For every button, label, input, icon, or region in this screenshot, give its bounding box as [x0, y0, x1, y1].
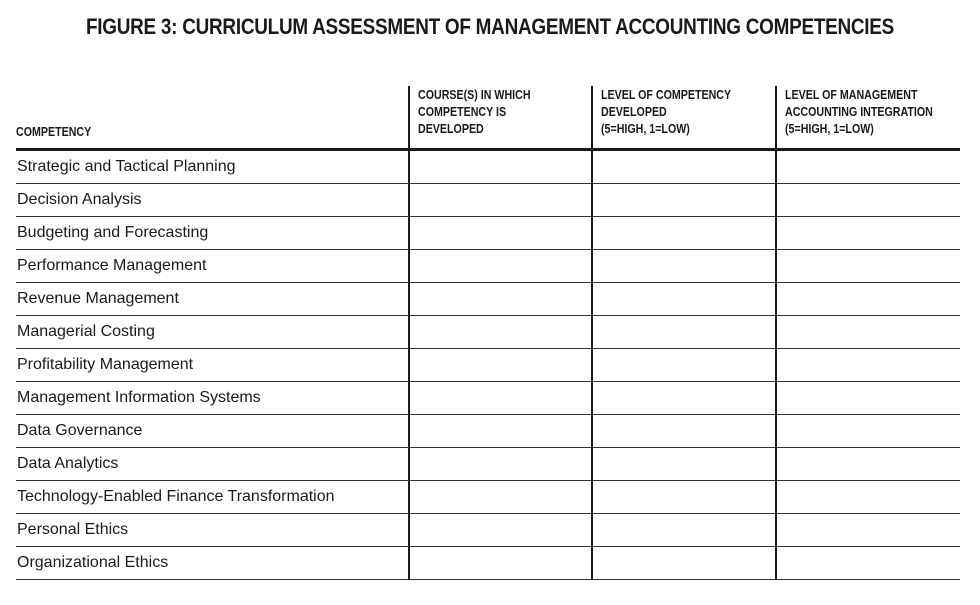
table-body	[16, 150, 960, 580]
level-integration-cell[interactable]	[776, 150, 960, 184]
level-developed-cell[interactable]	[592, 448, 776, 481]
competency-name: Performance Management	[16, 250, 409, 283]
level-integration-cell[interactable]	[776, 184, 960, 217]
level-developed-cell[interactable]	[592, 184, 776, 217]
level-developed-cell[interactable]	[592, 415, 776, 448]
level-developed-cell[interactable]	[592, 283, 776, 316]
table-row	[16, 250, 960, 283]
figure-title: FIGURE 3: CURRICULUM ASSESSMENT OF MANAGEMENT ACCOUNTING COMPETENCIES	[85, 14, 895, 39]
level-developed-cell[interactable]	[592, 150, 776, 184]
header-courses: COURSE(S) IN WHICH COMPETENCY IS DEVELOPED	[409, 86, 592, 150]
header-level-integration: LEVEL OF MANAGEMENT ACCOUNTING INTEGRATION (5=HIGH, 1=LOW)	[776, 86, 960, 150]
level-integration-cell[interactable]	[776, 514, 960, 547]
competency-name: Data Governance	[16, 415, 409, 448]
table-row	[16, 547, 960, 580]
competency-name: Revenue Management	[16, 283, 409, 316]
table-row	[16, 283, 960, 316]
level-developed-cell[interactable]	[592, 382, 776, 415]
courses-cell[interactable]	[409, 349, 592, 382]
courses-cell[interactable]	[409, 415, 592, 448]
competency-name: Data Analytics	[16, 448, 409, 481]
table-row	[16, 316, 960, 349]
level-integration-cell[interactable]	[776, 547, 960, 580]
courses-cell[interactable]	[409, 217, 592, 250]
level-integration-cell[interactable]	[776, 283, 960, 316]
competency-name: Strategic and Tactical Planning	[16, 150, 409, 184]
courses-cell[interactable]	[409, 184, 592, 217]
table-row	[16, 481, 960, 514]
competency-name: Profitability Management	[16, 349, 409, 382]
competency-name: Technology-Enabled Finance Transformation	[16, 481, 409, 514]
level-developed-cell[interactable]	[592, 547, 776, 580]
level-integration-cell[interactable]	[776, 382, 960, 415]
level-integration-cell[interactable]	[776, 415, 960, 448]
table-row	[16, 448, 960, 481]
competency-name: Decision Analysis	[16, 184, 409, 217]
courses-cell[interactable]	[409, 150, 592, 184]
courses-cell[interactable]	[409, 250, 592, 283]
level-integration-cell[interactable]	[776, 217, 960, 250]
table-row	[16, 382, 960, 415]
level-integration-cell[interactable]	[776, 448, 960, 481]
level-developed-cell[interactable]	[592, 250, 776, 283]
competency-name: Budgeting and Forecasting	[16, 217, 409, 250]
table-row	[16, 415, 960, 448]
courses-cell[interactable]	[409, 448, 592, 481]
table-row	[16, 217, 960, 250]
courses-cell[interactable]	[409, 481, 592, 514]
level-developed-cell[interactable]	[592, 316, 776, 349]
level-integration-cell[interactable]	[776, 250, 960, 283]
level-integration-cell[interactable]	[776, 481, 960, 514]
courses-cell[interactable]	[409, 316, 592, 349]
level-developed-cell[interactable]	[592, 514, 776, 547]
table-row	[16, 514, 960, 547]
level-integration-cell[interactable]	[776, 349, 960, 382]
table-row	[16, 349, 960, 382]
header-row	[16, 86, 960, 150]
courses-cell[interactable]	[409, 547, 592, 580]
courses-cell[interactable]	[409, 514, 592, 547]
level-integration-cell[interactable]	[776, 316, 960, 349]
courses-cell[interactable]	[409, 283, 592, 316]
table-row	[16, 150, 960, 184]
competency-name: Personal Ethics	[16, 514, 409, 547]
competency-name: Managerial Costing	[16, 316, 409, 349]
header-competency: COMPETENCY	[16, 86, 409, 150]
courses-cell[interactable]	[409, 382, 592, 415]
header-level-developed: LEVEL OF COMPETENCY DEVELOPED (5=HIGH, 1=LOW)	[592, 86, 776, 150]
table-row	[16, 184, 960, 217]
competency-name: Organizational Ethics	[16, 547, 409, 580]
competency-name: Management Information Systems	[16, 382, 409, 415]
level-developed-cell[interactable]	[592, 217, 776, 250]
level-developed-cell[interactable]	[592, 481, 776, 514]
level-developed-cell[interactable]	[592, 349, 776, 382]
competency-assessment-table	[16, 86, 960, 580]
